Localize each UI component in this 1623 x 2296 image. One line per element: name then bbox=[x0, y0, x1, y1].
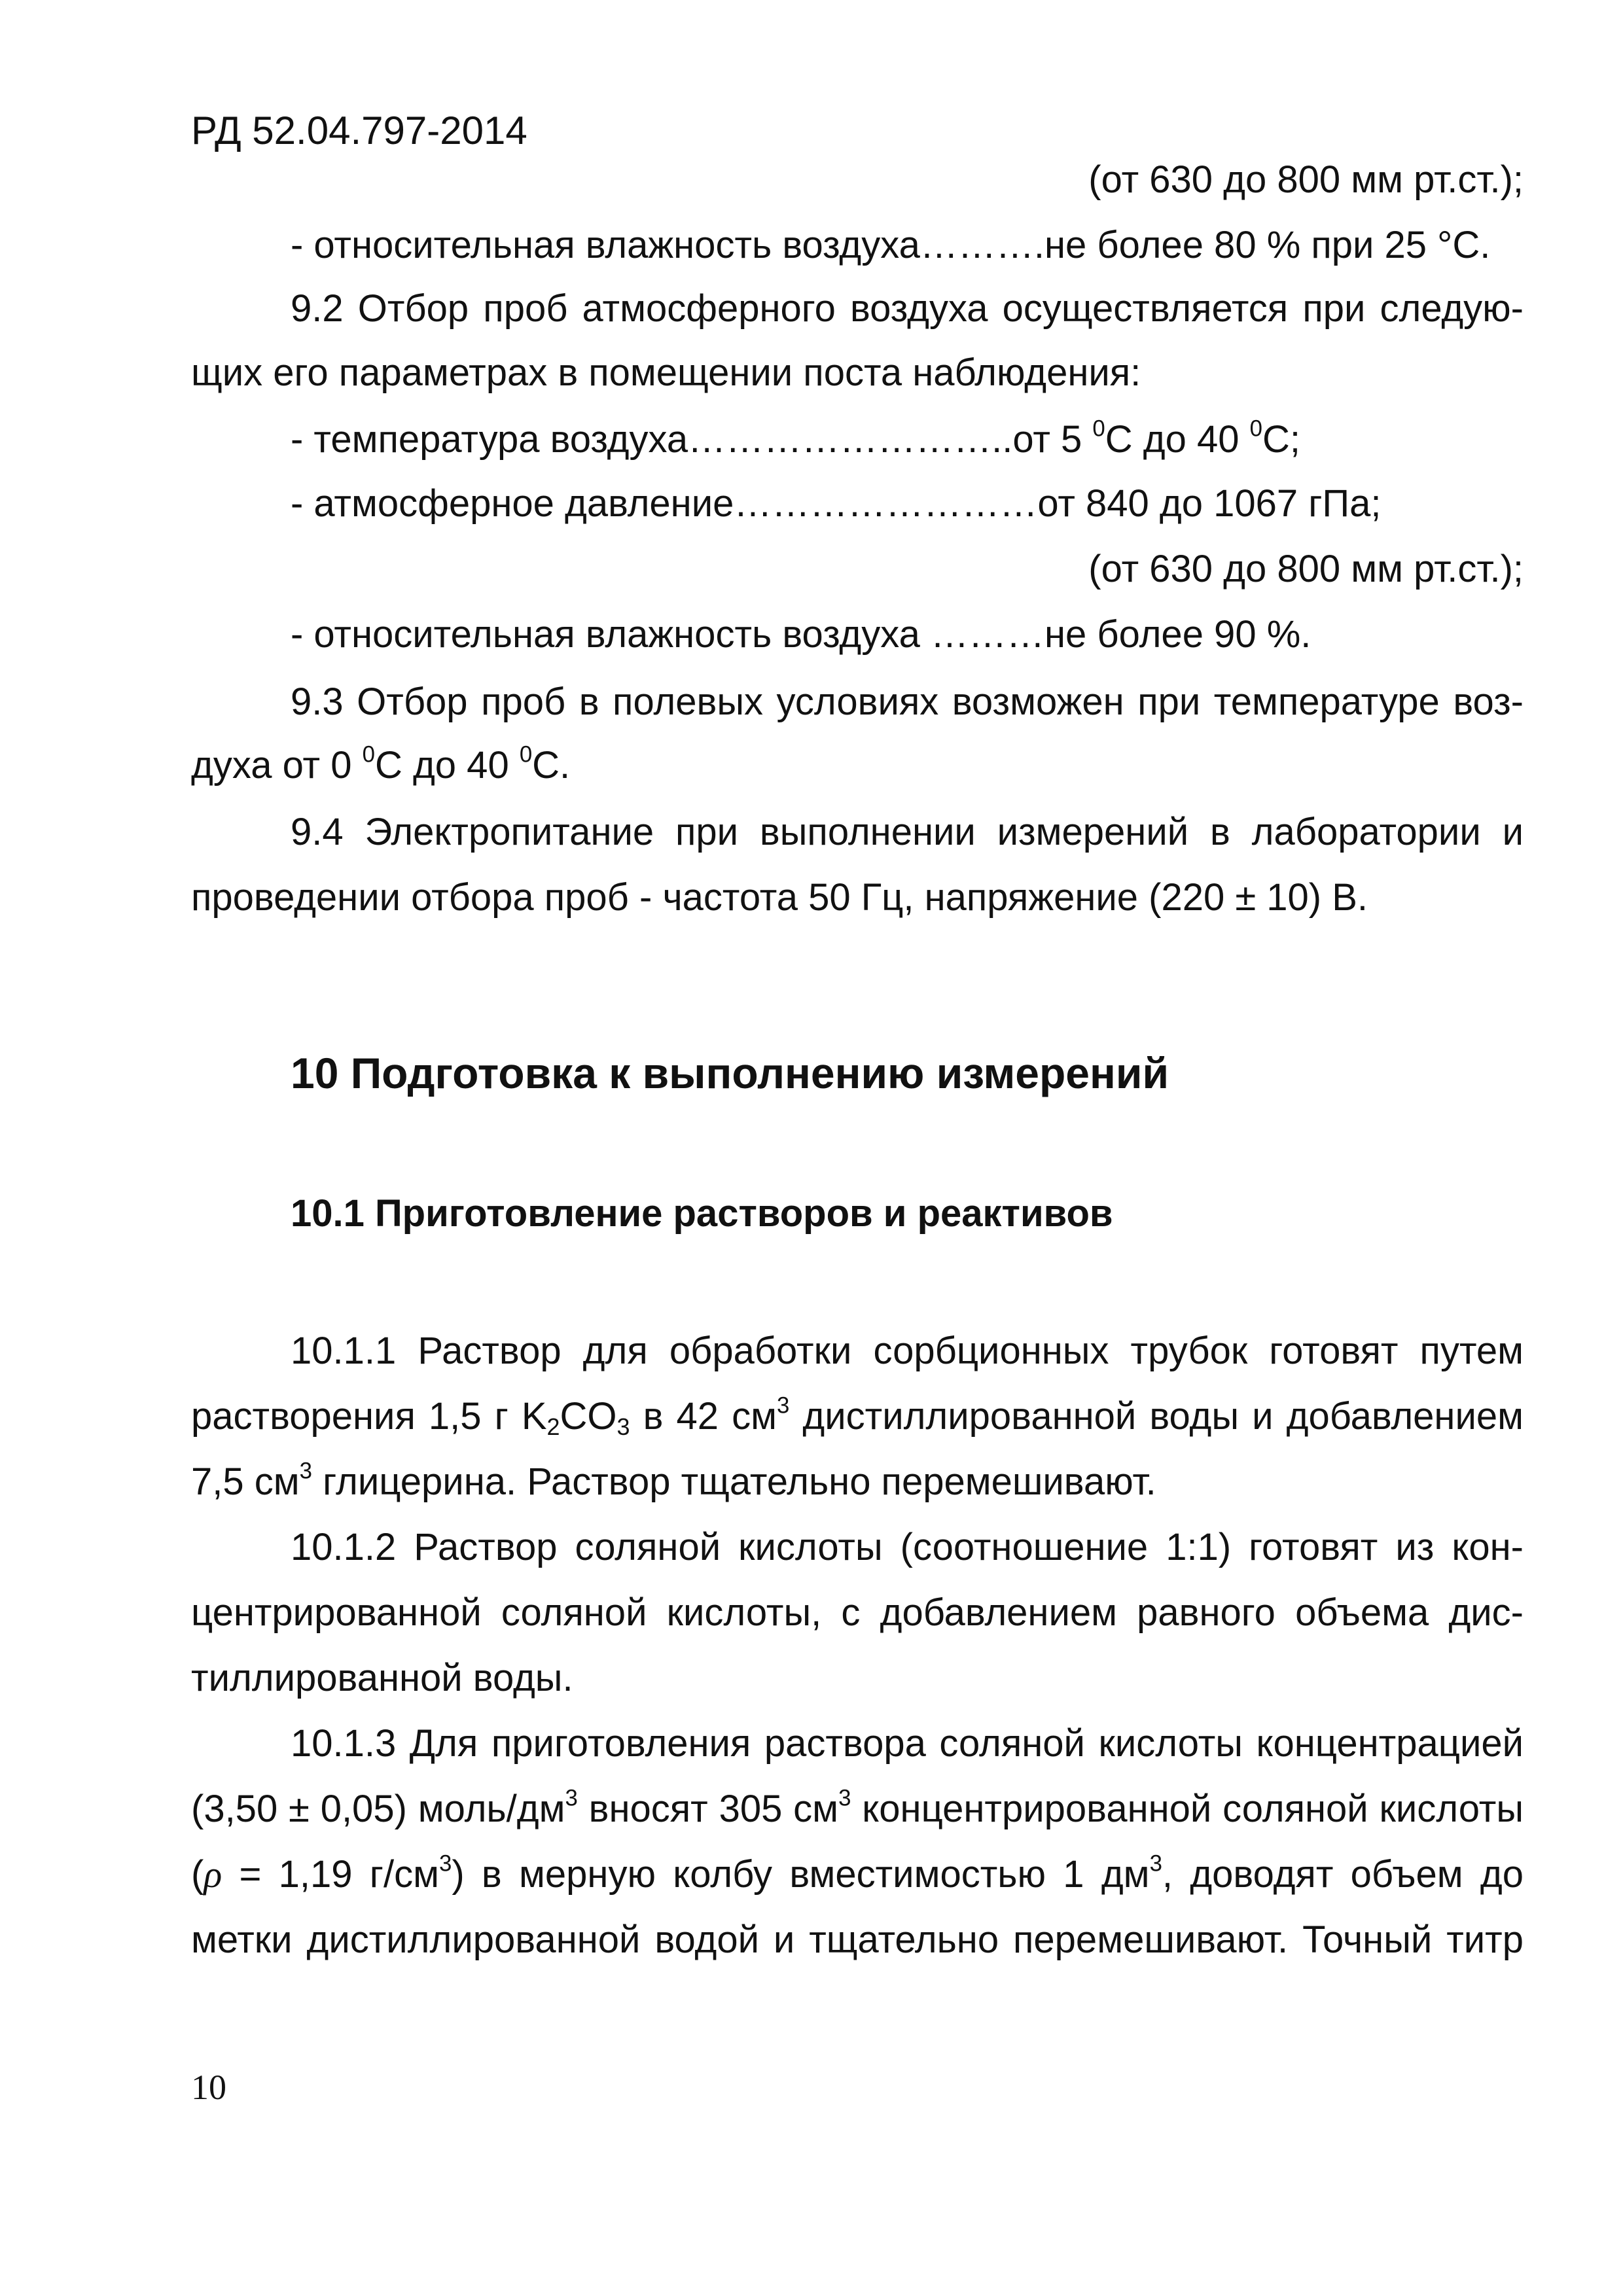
degree-mark: 0 bbox=[1092, 415, 1105, 442]
line-part: , доводят объем до bbox=[1162, 1853, 1524, 1896]
text-line: (от 630 до 800 мм рт.ст.); bbox=[1088, 158, 1524, 201]
text-line: - относительная влажность воздуха ………не более 90 %. bbox=[291, 613, 1311, 656]
line-part: С; bbox=[1262, 418, 1300, 461]
text-line bbox=[191, 1783, 1524, 1835]
text-line bbox=[291, 414, 1300, 466]
text-line: 9.4 Электропитание при выполнении измерений в лаборатории и bbox=[291, 811, 1524, 853]
line-part: растворения 1,5 г K bbox=[191, 1395, 547, 1438]
section-heading: 10 Подготовка к выполнению измерений bbox=[291, 1049, 1169, 1097]
text-line: 9.2 Отбор проб атмосферного воздуха осуществляется при следую- bbox=[291, 287, 1524, 330]
superscript-mark: 3 bbox=[1149, 1850, 1162, 1877]
text-line: - атмосферное давление……………………от 840 до 1067 гПа; bbox=[291, 482, 1382, 525]
density-symbol: ρ bbox=[204, 1853, 223, 1896]
degree-mark: 0 bbox=[362, 741, 375, 768]
text-line bbox=[191, 739, 570, 792]
line-part: в 42 см bbox=[630, 1395, 777, 1438]
text-line: 10.1.3 Для приготовления раствора соляной кислоты концентрацией bbox=[291, 1722, 1524, 1765]
text-line: центрированной соляной кислоты, с добавлением равного объема дис- bbox=[191, 1591, 1524, 1634]
text-line: 10.1.2 Раствор соляной кислоты (соотношение 1:1) готовят из кон- bbox=[291, 1526, 1524, 1568]
superscript-mark: 3 bbox=[838, 1785, 851, 1811]
text-line bbox=[191, 1848, 1524, 1901]
line-part: С до 40 bbox=[374, 744, 520, 786]
text-line: проведении отбора проб - частота 50 Гц, напряжение (220 ± 10) В. bbox=[191, 876, 1368, 919]
page-number: 10 bbox=[191, 2068, 226, 2107]
line-part: С. bbox=[532, 744, 571, 786]
text-line bbox=[191, 1390, 1524, 1443]
line-part: ) в мерную колбу вместимостью 1 дм bbox=[452, 1853, 1150, 1896]
line-part: концентрированной соляной кислоты bbox=[851, 1788, 1524, 1830]
line-part: вносят 305 см bbox=[577, 1788, 839, 1830]
degree-mark: 0 bbox=[519, 741, 533, 768]
degree-mark: 0 bbox=[1249, 415, 1262, 442]
text-line: щих его параметрах в помещении поста наблюдения: bbox=[191, 351, 1141, 394]
text-line: 10.1.1 Раствор для обработки сорбционных трубок готовят путем bbox=[291, 1330, 1524, 1372]
document-code: РД 52.04.797-2014 bbox=[191, 109, 527, 152]
line-part: С до 40 bbox=[1105, 418, 1250, 461]
subscript-mark: 2 bbox=[546, 1413, 560, 1440]
line-part: CO bbox=[560, 1395, 617, 1438]
text-line: метки дистиллированной водой и тщательно перемешивают. Точный титр bbox=[191, 1918, 1524, 1961]
line-part: - температура воздуха……………………..от 5 bbox=[291, 418, 1093, 461]
line-part: духа от 0 bbox=[191, 744, 363, 786]
superscript-mark: 3 bbox=[299, 1458, 312, 1484]
text-line: - относительная влажность воздуха……….не более 80 % при 25 °С. bbox=[291, 224, 1491, 266]
subsection-heading: 10.1 Приготовление растворов и реактивов bbox=[291, 1192, 1113, 1235]
line-part: ( bbox=[191, 1853, 204, 1896]
line-part: = 1,19 г/см bbox=[222, 1853, 439, 1896]
line-part: дистиллированной воды и добавлением bbox=[789, 1395, 1524, 1438]
superscript-mark: 3 bbox=[438, 1850, 452, 1877]
superscript-mark: 3 bbox=[565, 1785, 578, 1811]
text-line: тиллированной воды. bbox=[191, 1657, 573, 1699]
line-part: глицерина. Раствор тщательно перемешивают. bbox=[312, 1460, 1156, 1503]
subscript-mark: 3 bbox=[616, 1413, 630, 1440]
text-line: 9.3 Отбор проб в полевых условиях возможен при температуре воз- bbox=[291, 680, 1524, 723]
line-part: 7,5 см bbox=[191, 1460, 300, 1503]
superscript-mark: 3 bbox=[776, 1392, 790, 1419]
text-line: (от 630 до 800 мм рт.ст.); bbox=[1088, 548, 1524, 590]
text-line bbox=[191, 1456, 1156, 1508]
line-part: (3,50 ± 0,05) моль/дм bbox=[191, 1788, 565, 1830]
